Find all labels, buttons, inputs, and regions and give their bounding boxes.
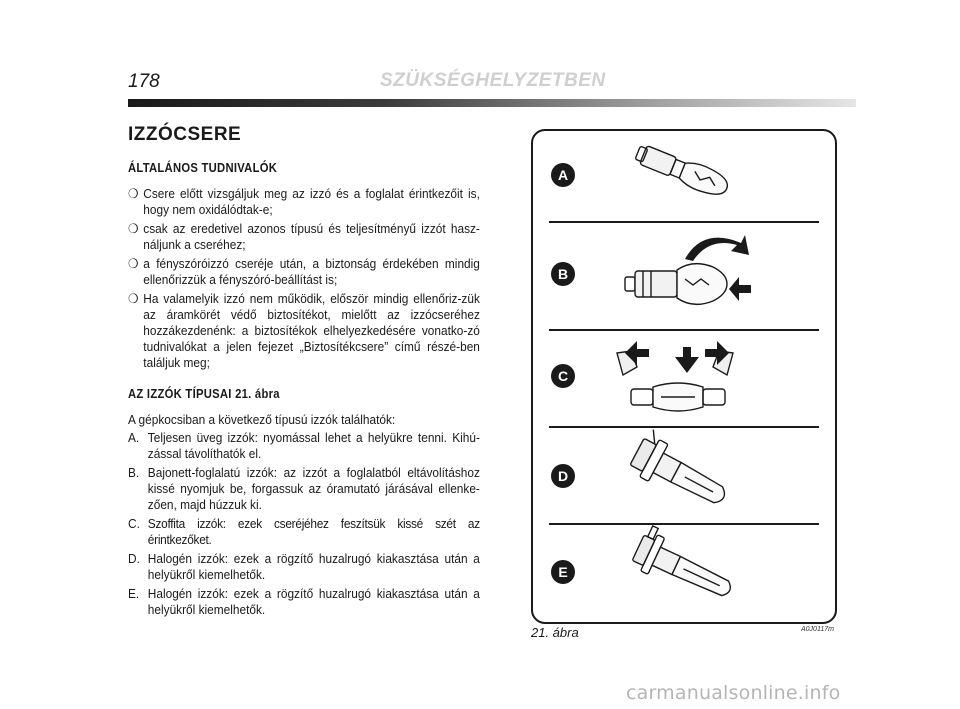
bayonet-bulb-icon bbox=[625, 264, 727, 305]
row-label-b bbox=[551, 262, 575, 286]
item-letter: D. bbox=[128, 551, 140, 566]
item-letter: A. bbox=[128, 430, 140, 445]
bullet-text: Csere előtt vizsgáljuk meg az izzó és a foglalat érintkezőit is, hogy nem oxidálódtak-e; bbox=[143, 186, 480, 217]
text-column bbox=[128, 160, 480, 621]
watermark: carmanualsonline.info bbox=[626, 682, 841, 704]
label-a-text: A bbox=[557, 167, 569, 183]
item-letter: C. bbox=[128, 516, 140, 531]
row-label-c bbox=[551, 364, 575, 388]
list-item bbox=[128, 516, 480, 548]
bullet-item bbox=[128, 186, 480, 218]
item-letter: E. bbox=[128, 586, 140, 601]
figure-code: A0J0117m bbox=[801, 626, 834, 633]
header-rule bbox=[128, 99, 856, 107]
bullet-circle-icon: ❍ bbox=[128, 291, 139, 306]
chapter-title: SZÜKSÉGHELYZETBEN bbox=[380, 70, 606, 91]
general-heading: ÁLTALÁNOS TUDNIVALÓK bbox=[128, 161, 278, 175]
push-arrow-icon bbox=[729, 277, 751, 301]
bullet-item bbox=[128, 221, 480, 253]
types-intro: A gépkocsiban a következő típusú izzók találhatók: bbox=[128, 412, 396, 427]
bullet-item bbox=[128, 256, 480, 288]
item-text: Szoffita izzók: ezek cseréjéhez feszítsük kissé szét az érintkezőket. bbox=[147, 516, 480, 547]
halogen-bulb-e-icon bbox=[630, 524, 741, 608]
row-label-d bbox=[551, 464, 575, 488]
page-number: 178 bbox=[128, 71, 160, 92]
list-item bbox=[128, 430, 480, 462]
list-item bbox=[128, 551, 480, 583]
glass-bulb-icon bbox=[633, 141, 731, 200]
bulb-illustration bbox=[533, 131, 835, 622]
item-text: Teljesen üveg izzók: nyomással lehet a helyükre tenni. Kihú-zással távolíthatók el. bbox=[147, 430, 480, 461]
section-title: IZZÓCSERE bbox=[128, 124, 242, 145]
figure-caption: 21. ábra bbox=[531, 625, 579, 640]
label-c-text: C bbox=[557, 368, 569, 384]
down-arrow-icon bbox=[675, 347, 699, 373]
row-label-e bbox=[551, 560, 575, 584]
bullet-circle-icon: ❍ bbox=[128, 256, 139, 271]
item-text: Halogén izzók: ezek a rögzítő huzalrugó kiakasztása után a helyükről kiemelhetők. bbox=[147, 551, 480, 582]
row-label-a bbox=[551, 163, 575, 187]
rotate-arrow-icon bbox=[685, 235, 749, 261]
types-heading: AZ IZZÓK TÍPUSAI 21. ábra bbox=[128, 387, 280, 401]
bullet-text: csak az eredetivel azonos típusú és teljesítményű izzót hasz-náljunk a cseréhez; bbox=[143, 221, 480, 252]
label-e-text: E bbox=[558, 564, 568, 580]
label-b-text: B bbox=[557, 266, 569, 282]
bullet-text: Ha valamelyik izzó nem működik, először mindig ellenőriz-zük az áramkörét védő biztosítékot, mielőtt az izzócseréhez hozzákezdenénk: a biztosítékok elhelyezkedésére vonatko-zó tudnivalókat a jelen fejezet „Biztosítékcsere” című részé-ben találjuk meg; bbox=[143, 291, 480, 370]
item-text: Halogén izzók: ezek a rögzítő huzalrugó kiakasztása után a helyükről kiemelhetők. bbox=[147, 586, 480, 617]
list-item bbox=[128, 465, 480, 513]
bullet-circle-icon: ❍ bbox=[128, 221, 139, 236]
bullet-text: a fényszóróizzó cseréje után, a biztonság érdekében mindig ellenőrizzük a fényszóró-beállítást is; bbox=[143, 256, 480, 287]
bullet-circle-icon: ❍ bbox=[128, 186, 139, 201]
label-d-text: D bbox=[557, 468, 569, 484]
list-item bbox=[128, 586, 480, 618]
item-letter: B. bbox=[128, 465, 140, 480]
halogen-bulb-d-icon bbox=[627, 428, 736, 516]
item-text: Bajonett-foglalatú izzók: az izzót a foglalatból eltávolításhoz kissé nyomjuk be, forgassuk az óramutató járásával ellenke-zően, majd húzzuk ki. bbox=[147, 465, 480, 512]
bullet-item bbox=[128, 291, 480, 371]
bulb-figure bbox=[531, 129, 837, 624]
